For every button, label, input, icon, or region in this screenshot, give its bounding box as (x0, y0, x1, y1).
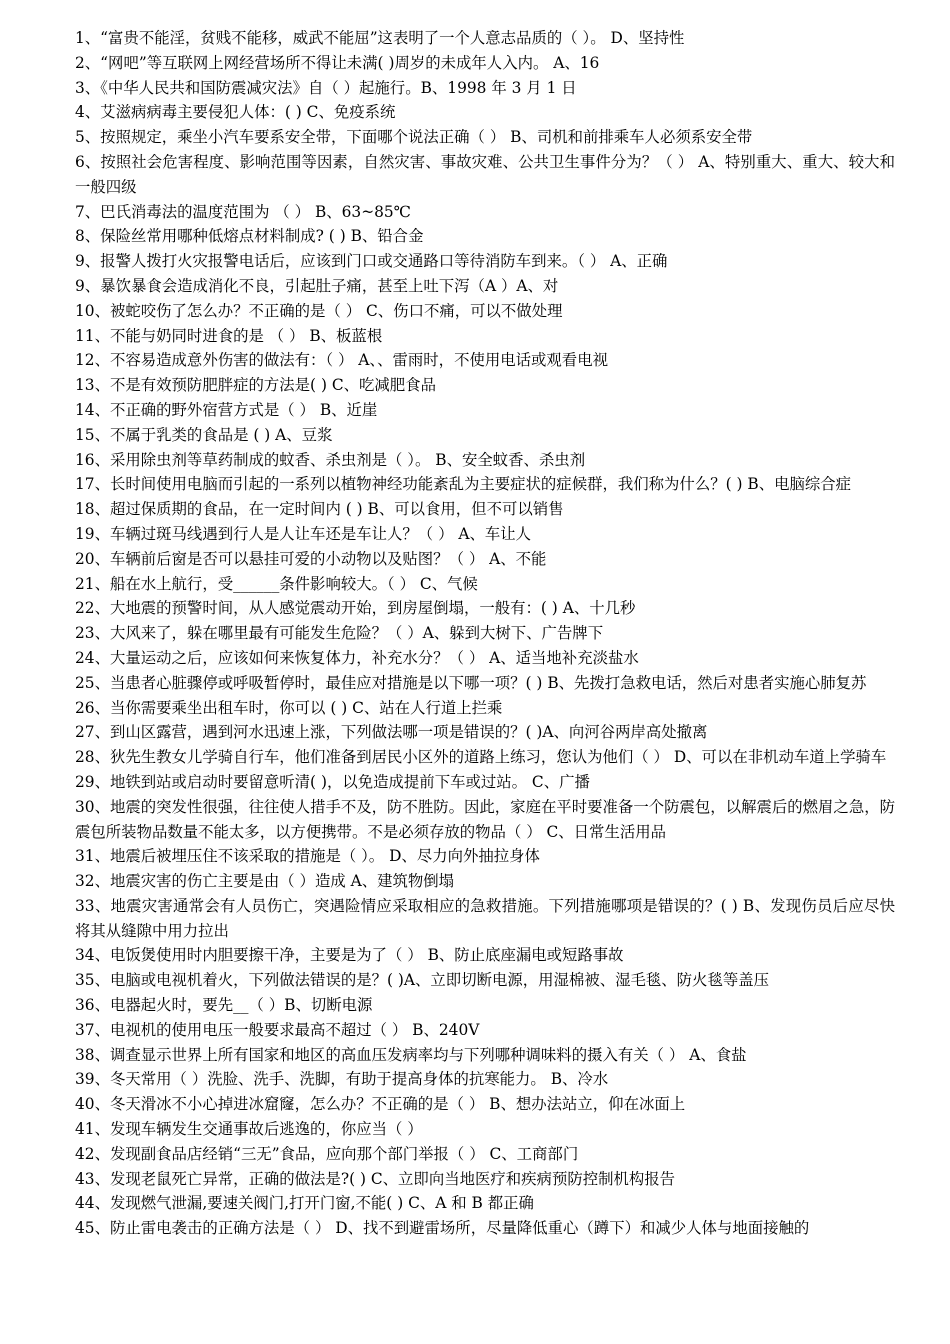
question-item: 2、“网吧”等互联网上网经营场所不得让未满( )周岁的未成年人入内。 A、16 (75, 53, 600, 72)
question-item: 27、到山区露营，遇到河水迅速上涨，下列做法哪一项是错误的？( )A、向河谷两岸高处撤离 (75, 723, 708, 742)
question-item: 18、超过保质期的食品，在一定时间内 ( ) B、可以食用，但不可以销售 (75, 500, 564, 519)
question-item: 15、不属于乳类的食品是 ( ) A、豆浆 (75, 425, 333, 444)
question-item: 26、当你需要乘坐出租车时，你可以 ( ) C、站在人行道上拦乘 (75, 698, 503, 717)
question-item: 30、地震的突发性很强，往往使人措手不及，防不胜防。因此，家庭在平时要准备一个防震包，以解震后的燃眉之急，防震包所装物品数量不能太多，以方便携带。不是必须存放的物品（ ） C、日常生活用品 (75, 797, 895, 841)
question-item: 37、电视机的使用电压一般要求最高不超过（ ） B、240V (75, 1020, 480, 1039)
question-item: 8、保险丝常用哪种低熔点材料制成? ( ) B、铅合金 (75, 227, 424, 246)
question-item: 41、发现车辆发生交通事故后逃逸的，你应当（ ） (75, 1120, 423, 1139)
question-item: 13、不是有效预防肥胖症的方法是( ) C、吃减肥食品 (75, 376, 436, 395)
question-item: 45、防止雷电袭击的正确方法是（ ） D、找不到避雷场所，尽量降低重心（蹲下）和减少人体与地面接触的 (75, 1219, 810, 1238)
question-list (75, 26, 895, 1241)
question-item: 21、船在水上航行，受______条件影响较大。（ ） C、气候 (75, 574, 478, 593)
question-item: 14、不正确的野外宿营方式是（ ） B、近崖 (75, 400, 378, 419)
question-item: 39、冬天常用（ ）洗脸、洗手、洗脚，有助于提高身体的抗寒能力。 B、冷水 (75, 1070, 609, 1089)
question-item: 11、不能与奶同时进食的是 （ ） B、板蓝根 (75, 326, 383, 345)
question-item: 17、长时间使用电脑而引起的一系列以植物神经功能紊乱为主要症状的症候群，我们称为什么？( ) B、电脑综合症 (75, 475, 852, 494)
question-item: 44、发现燃气泄漏,要速关阀门,打开门窗,不能( ) C、A 和 B 都正确 (75, 1194, 534, 1213)
question-item: 33、地震灾害通常会有人员伤亡，突遇险情应采取相应的急救措施。下列措施哪项是错误的？( ) B、发现伤员后应尽快将其从缝隙中用力拉出 (75, 896, 895, 940)
question-item: 12、不容易造成意外伤害的做法有：（ ） A、、雷雨时，不使用电话或观看电视 (75, 351, 608, 370)
question-item: 5、按照规定，乘坐小汽车要系安全带，下面哪个说法正确（ ） B、司机和前排乘车人必须系安全带 (75, 128, 753, 147)
question-item: 32、地震灾害的伤亡主要是由（ ）造成 A、建筑物倒塌 (75, 872, 455, 891)
question-item: 43、发现老鼠死亡异常，正确的做法是?( ) C、立即向当地医疗和疾病预防控制机构报告 (75, 1169, 676, 1188)
question-item: 25、当患者心脏骤停或呼吸暂停时，最佳应对措施是以下哪一项？( ) B、先拨打急救电话，然后对患者实施心肺复苏 (75, 673, 867, 692)
question-item: 20、车辆前后窗是否可以悬挂可爱的小动物以及贴图？（ ） A、不能 (75, 549, 547, 568)
question-item: 7、巴氏消毒法的温度范围为 （ ） B、63~85℃ (75, 202, 411, 221)
question-item: 40、冬天滑冰不小心掉进冰窟窿，怎么办？不正确的是（ ） B、想办法站立，仰在冰面上 (75, 1095, 686, 1114)
question-item: 23、大风来了，躲在哪里最有可能发生危险？（ ）A、躲到大树下、广告牌下 (75, 624, 604, 643)
question-item: 35、电脑或电视机着火，下列做法错误的是？( )A、立即切断电源，用湿棉被、湿毛毯、防火毯等盖压 (75, 971, 770, 990)
question-item: 3、《中华人民共和国防震减灾法》自（ ）起施行。B、1998 年 3 月 1 日 (75, 78, 577, 97)
question-item: 19、车辆过斑马线遇到行人是人让车还是车让人？（ ） A、车让人 (75, 524, 532, 543)
question-item: 1、“富贵不能淫，贫贱不能移，威武不能屈”这表明了一个人意志品质的（ ）。 D、坚持性 (75, 29, 685, 47)
question-item: 22、大地震的预警时间，从人感觉震动开始，到房屋倒塌，一般有：( ) A、十几秒 (75, 599, 636, 618)
question-item: 16、采用除虫剂等草药制成的蚊香、杀虫剂是（ ）。 B、安全蚊香、杀虫剂 (75, 450, 586, 469)
question-item: 24、大量运动之后，应该如何来恢复体力，补充水分？（ ） A、适当地补充淡盐水 (75, 648, 639, 667)
question-item: 34、电饭煲使用时内胆要擦干净，主要是为了（ ） B、防止底座漏电或短路事故 (75, 946, 624, 965)
question-item: 29、地铁到站或启动时要留意听清( )，以免造成提前下车或过站。 C、广播 (75, 772, 590, 791)
question-item: 4、艾滋病病毒主要侵犯人体：( ) C、免疫系统 (75, 103, 396, 122)
question-item: 9、报警人拨打火灾报警电话后，应该到门口或交通路口等待消防车到来。（ ） A、正确 (75, 252, 668, 271)
question-item: 9、暴饮暴食会造成消化不良，引起肚子痛，甚至上吐下泻（A ）A、对 (75, 276, 559, 295)
question-item: 31、地震后被埋压住不该采取的措施是（ ）。 D、尽力向外抽拉身体 (75, 847, 540, 866)
question-item: 36、电器起火时，要先__（ ）B、切断电源 (75, 996, 373, 1015)
question-item: 10、被蛇咬伤了怎么办？不正确的是（ ） C、伤口不痛，可以不做处理 (75, 301, 563, 320)
question-item: 42、发现副食品店经销“三无”食品，应向那个部门举报（ ） C、工商部门 (75, 1144, 579, 1163)
question-item: 6、按照社会危害程度、影响范围等因素，自然灾害、事故灾难、公共卫生事件分为？（ ） A、特别重大、重大、较大和一般四级 (75, 152, 895, 196)
question-item: 38、调查显示世界上所有国家和地区的高血压发病率均与下列哪种调味料的摄入有关（ ） A、食盐 (75, 1045, 747, 1064)
question-item: 28、狄先生教女儿学骑自行车，他们准备到居民小区外的道路上练习，您认为他们（ ） D、可以在非机动车道上学骑车 (75, 748, 887, 767)
